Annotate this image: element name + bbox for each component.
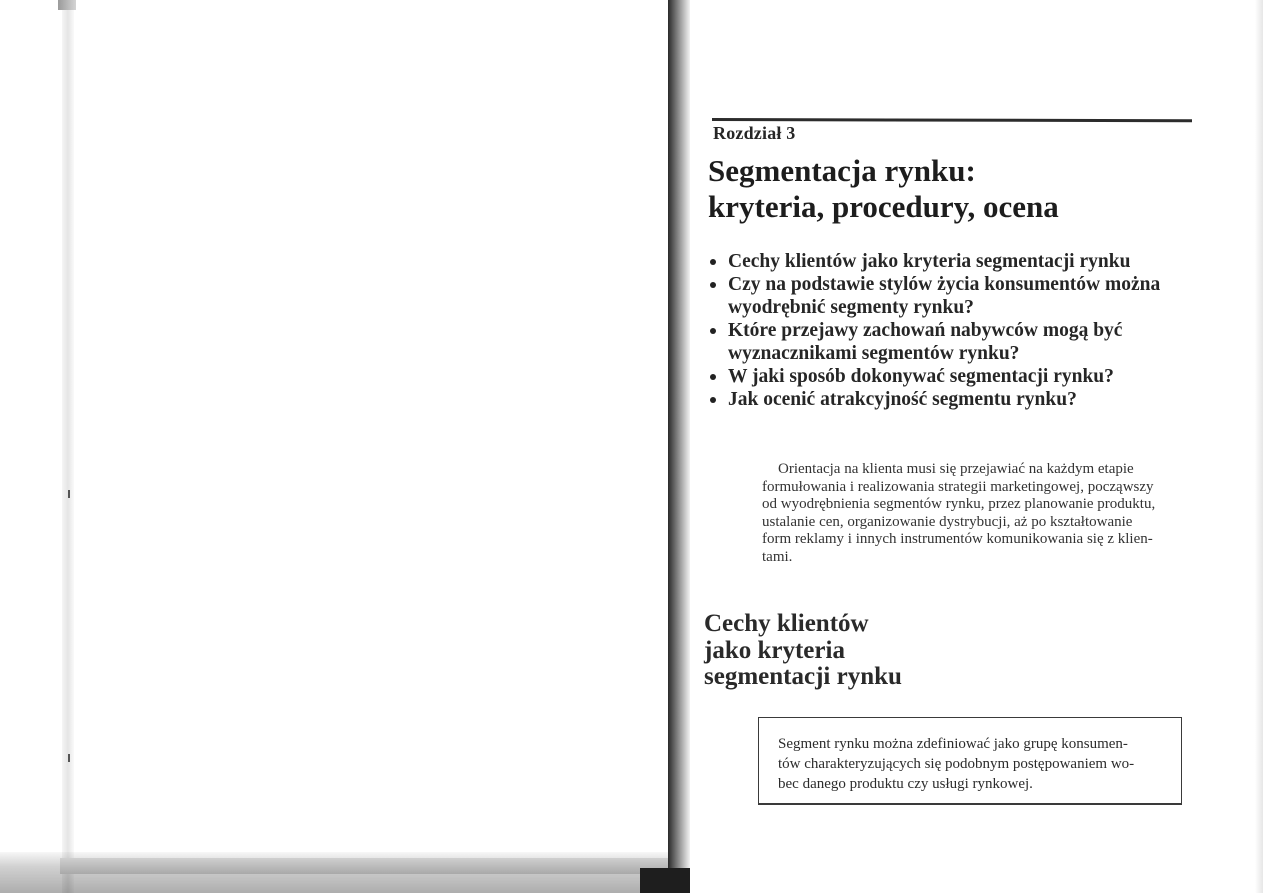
chapter-title-line: Segmentacja rynku: — [708, 153, 976, 188]
section-title — [704, 611, 902, 691]
scan-tick-mark — [68, 754, 70, 762]
intro-line: Orientacja na klienta musi się przejawiać na każdym etapie — [778, 461, 1134, 477]
intro-line: tami. — [762, 548, 793, 565]
topic-line: wyodrębnić segmenty rynku? — [728, 297, 974, 318]
scan-tick-mark — [68, 490, 70, 498]
chapter-topics-list — [706, 250, 1186, 411]
bullet-icon — [710, 259, 716, 265]
bottom-page-lip — [60, 858, 676, 874]
intro-line: ustalanie cen, organizowanie dystrybucji, aż po kształtowanie — [762, 513, 1133, 530]
definition-box — [758, 717, 1182, 805]
topic-line: Czy na podstawie stylów życia konsumentów można — [728, 274, 1161, 295]
intro-line: od wyodrębnienia segmentów rynku, przez planowanie produktu, — [762, 496, 1156, 512]
definition-line: bec danego produktu czy usługi rynkowej. — [778, 776, 1033, 792]
topic-line: Które przejawy zachowań nabywców mogą być — [728, 320, 1123, 341]
topic-line: wyznacznikami segmentów rynku? — [728, 343, 1020, 364]
topic-item — [706, 388, 1186, 411]
chapter-label: Rozdział 3 — [713, 123, 796, 143]
bullet-icon — [710, 282, 716, 288]
topic-item — [706, 365, 1186, 388]
definition-line: tów charakteryzujących się podobnym postępowaniem wo- — [778, 756, 1135, 772]
intro-line: form reklamy i innych instrumentów komunikowania się z klien- — [762, 531, 1153, 547]
intro-line: formułowania i realizowania strategii marketingowej, począwszy — [762, 478, 1154, 495]
chapter-title — [708, 153, 1178, 225]
bullet-icon — [710, 328, 716, 334]
scan-corner-artifact — [58, 0, 76, 10]
section-title-line: Cechy klientów — [704, 610, 869, 637]
right-page-edge — [1255, 0, 1263, 893]
right-page — [690, 0, 1263, 893]
chapter-rule — [712, 118, 1192, 122]
topic-line: Jak ocenić atrakcyjność segmentu rynku? — [728, 389, 1077, 410]
topic-item — [706, 273, 1186, 319]
topic-item — [706, 250, 1186, 273]
bullet-icon — [710, 397, 716, 403]
definition-line: Segment rynku można zdefiniować jako grupę konsumen- — [778, 736, 1128, 752]
intro-paragraph — [762, 461, 1202, 566]
section-title-line: jako kryteria — [704, 636, 845, 664]
definition-text — [778, 734, 1168, 794]
book-gutter — [668, 0, 690, 893]
topic-item — [706, 319, 1186, 365]
chapter-title-line: kryteria, procedury, ocena — [708, 189, 1059, 224]
topic-line: W jaki sposób dokonywać segmentacji rynku? — [728, 366, 1114, 387]
bullet-icon — [710, 374, 716, 380]
section-title-line: segmentacji rynku — [704, 663, 902, 690]
topic-line: Cechy klientów jako kryteria segmentacji rynku — [728, 251, 1131, 272]
